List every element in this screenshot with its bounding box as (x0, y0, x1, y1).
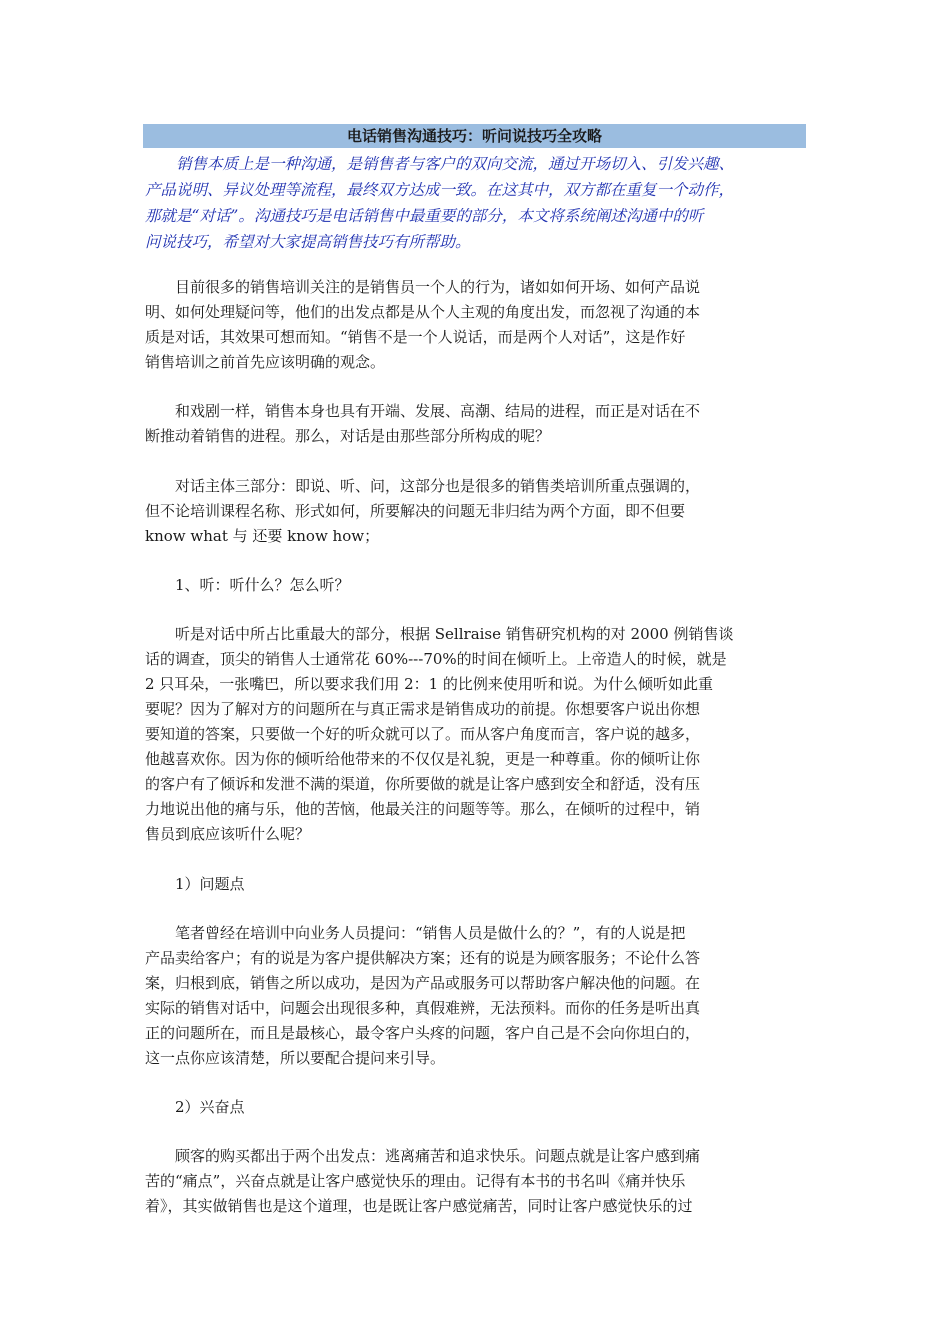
body-paragraph: 顾客的购买都出于两个出发点：逃离痛苦和追求快乐。问题点就是让客户感到痛 苦的“痛点”，兴奋点就是让客户感觉快乐的理由。记得有本书的书名叫《痛并快乐 着》，其实做销售也是这个道理，也是既让客户感觉痛苦，同时让客户感觉快乐的过 (145, 1147, 701, 1215)
subsection-heading: 1）问题点 (145, 875, 245, 893)
subsection-heading: 2）兴奋点 (145, 1098, 245, 1116)
body-paragraph: 笔者曾经在培训中向业务人员提问：“销售人员是做什么的？”，有的人说是把 产品卖给客户；有的说是为客户提供解决方案；还有的说是为顾客服务；不论什么答 案，归根到底，销售之所以成功，是因为产品或服务可以帮助客户解决他的问题。在 实际的销售对话中，问题会出现很多种，真假难辨，无法预料。而你的任务是听出真 正的问题所在，而且是最核心，最令客户头疼的问题，客户自己是不会向你坦白的， 这一点你应该清楚，所以要配合提问来引导。 (145, 924, 701, 1067)
intro-paragraph: 销售本质上是一种沟通，是销售者与客户的双向交流，通过开场切入、引发兴趣、 产品说明、异议处理等流程，最终双方达成一致。在这其中，双方都在重复一个动作， 那就是“对话”。沟通技巧是电话销售中最重要的部分，本文将系统阐述沟通中的听 问说技巧，希望对大家提高销售技巧有所帮助。 (145, 155, 735, 251)
body-paragraph: 和戏剧一样，销售本身也具有开端、发展、高潮、结局的进程，而正是对话在不 断推动着销售的进程。那么，对话是由那些部分所构成的呢？ (145, 402, 701, 445)
body-paragraph: 对话主体三部分：即说、听、问，这部分也是很多的销售类培训所重点强调的， 但不论培训课程名称、形式如何，所要解决的问题无非归结为两个方面，即不但要 know what 与 还要 know how； (145, 477, 701, 545)
body-paragraph: 目前很多的销售培训关注的是销售员一个人的行为，诸如如何开场、如何产品说 明、如何处理疑问等，他们的出发点都是从个人主观的角度出发，而忽视了沟通的本 质是对话，其效果可想而知。“销售不是一个人说话，而是两个人对话”，这是作好 销售培训之前首先应该明确的观念。 (145, 278, 701, 371)
document-title: 电话销售沟通技巧：听问说技巧全攻略 (143, 124, 806, 148)
body-paragraph: 听是对话中所占比重最大的部分，根据 Sellraise 销售研究机构的对 2000 例销售谈 话的调查，顶尖的销售人士通常花 60%---70%的时间在倾听上。上帝造人的时候，就是 2 只耳朵，一张嘴巴，所以要求我们用 2：1 的比例来使用听和说。为什么倾听如此重 要呢？因为了解对方的问题所在与真正需求是销售成功的前提。你想要客户说出你想 要知道的答案，只要做一个好的听众就可以了。而从客户角度而言，客户说的越多， 他越喜欢你。因为你的倾听给他带来的不仅仅是礼貌，更是一种尊重。你的倾听让你 的客户有了倾诉和发泄不满的渠道，你所要做的就是让客户感到安全和舒适，没有压 力地说出他的痛与乐，他的苦恼，他最关注的问题等等。那么，在倾听的过程中，销 售员到底应该听什么呢？ (145, 625, 734, 843)
section-heading: 1、听：听什么？怎么听？ (145, 576, 350, 594)
